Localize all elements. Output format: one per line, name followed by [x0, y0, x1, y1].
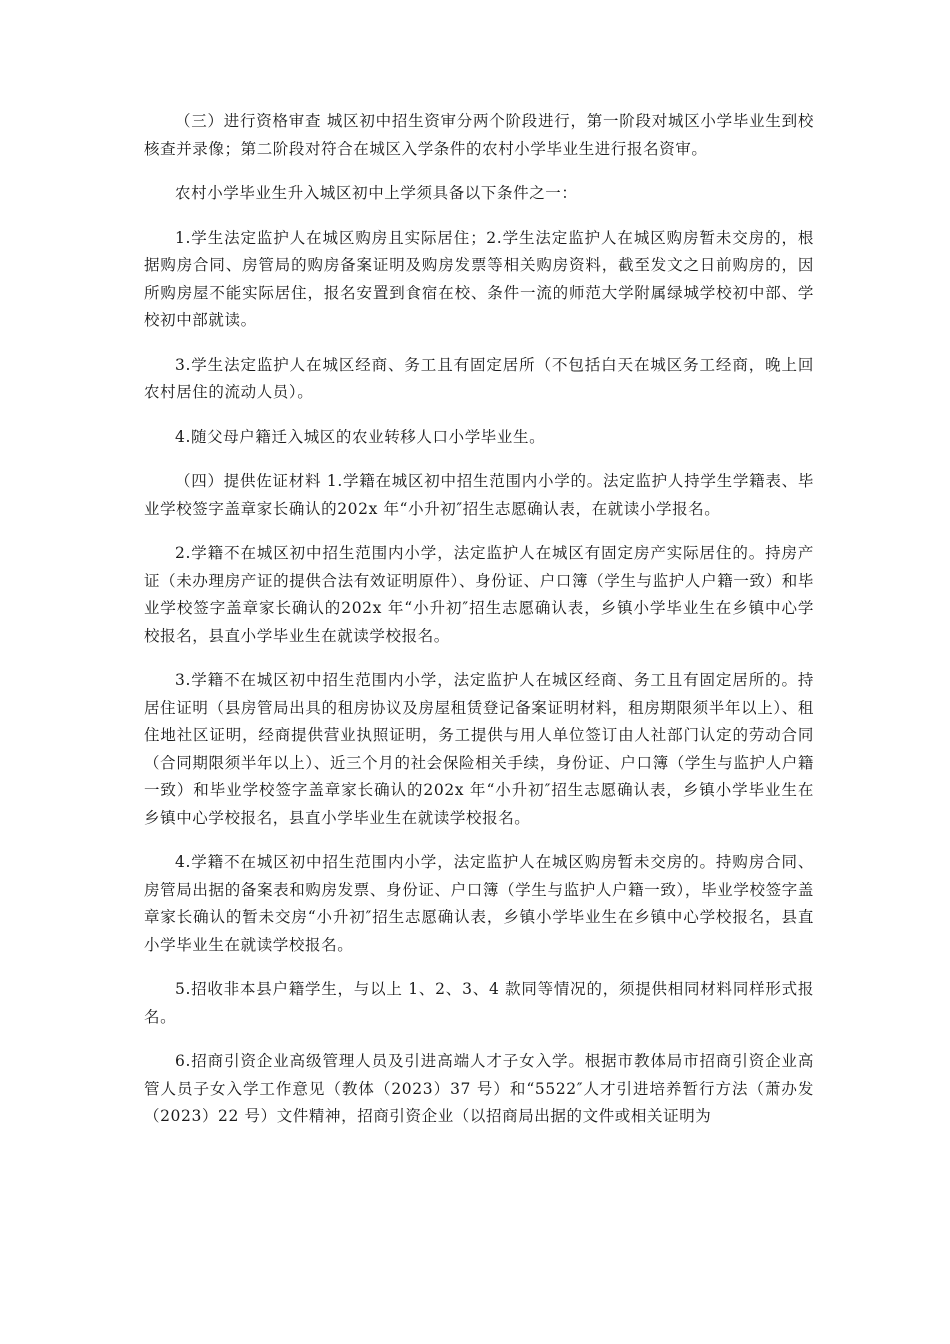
paragraph-supporting-materials-5: 5.招收非本县户籍学生，与以上 1、2、3、4 款同等情况的，须提供相同材料同样形式报名。 [144, 980, 814, 1026]
paragraph-condition-4: 4.随父母户籍迁入城区的农业转移人口小学毕业生。 [175, 427, 546, 446]
paragraph-condition-3: 3.学生法定监护人在城区经商、务工且有固定居所（不包括白天在城区务工经商，晚上回农村居住的流动人员）。 [144, 355, 814, 401]
paragraph-condition-1-2: 1.学生法定监护人在城区购房且实际居住；2.学生法定监护人在城区购房暂未交房的，根据购房合同、房管局的购房备案证明及购房发票等相关购房资料，截至发文之日前购房的，因所购房屋不能实际居住，报名安置到食宿在校、条件一流的师范大学附属绿城学校初中部、学校初中部就读。 [144, 228, 814, 329]
paragraph-supporting-materials-2: 2.学籍不在城区初中招生范围内小学，法定监护人在城区有固定房产实际居住的。持房产证（未办理房产证的提供合法有效证明原件）、身份证、户口簿（学生与监护人户籍一致）和毕业学校签字盖章家长确认的202x 年“小升初″招生志愿确认表，乡镇小学毕业生在乡镇中心学校报名，县直小学毕业生在就读学校报名。 [144, 544, 814, 645]
paragraph-supporting-materials-3: 3.学籍不在城区初中招生范围内小学，法定监护人在城区经商、务工且有固定居所的。持居住证明（县房管局出具的租房协议及房屋租赁登记备案证明材料，租房期限须半年以上）、租住地社区证明，经商提供营业执照证明，务工提供与用人单位签订由人社部门认定的劳动合同（合同期限须半年以上）、近三个月的社会保险相关手续，身份证、户口簿（学生与监护人户籍一致）和毕业学校签字盖章家长确认的202x 年“小升初″招生志愿确认表，乡镇小学毕业生在乡镇中心学校报名，县直小学毕业生在就读学校报名。 [144, 671, 814, 827]
paragraph-conditions-intro: 农村小学毕业生升入城区初中上学须具备以下条件之一： [175, 184, 578, 202]
document-body [144, 108, 814, 1148]
paragraph-supporting-materials-4: 4.学籍不在城区初中招生范围内小学，法定监护人在城区购房暂未交房的。持购房合同、房管局出据的备案表和购房发票、身份证、户口簿（学生与监护人户籍一致），毕业学校签字盖章家长确认的暂未交房“小升初″招生志愿确认表，乡镇小学毕业生在乡镇中心学校报名，县直小学毕业生在就读学校报名。 [144, 853, 814, 954]
paragraph-supporting-materials-6: 6.招商引资企业高级管理人员及引进高端人才子女入学。根据市教体局市招商引资企业高管人员子女入学工作意见（教体（2023）37 号）和“5522″人才引进培养暂行方法（萧办发（2023）22 号）文件精神，招商引资企业（以招商局出据的文件或相关证明为 [144, 1052, 814, 1125]
paragraph-supporting-materials-1: （四）提供佐证材料 1.学籍在城区初中招生范围内小学的。法定监护人持学生学籍表、毕业学校签字盖章家长确认的202x 年“小升初″招生志愿确认表，在就读小学报名。 [144, 472, 814, 518]
paragraph-qualification-review: （三）进行资格审查 城区初中招生资审分两个阶段进行，第一阶段对城区小学毕业生到校核查并录像；第二阶段对符合在城区入学条件的农村小学毕业生进行报名资审。 [144, 112, 814, 158]
